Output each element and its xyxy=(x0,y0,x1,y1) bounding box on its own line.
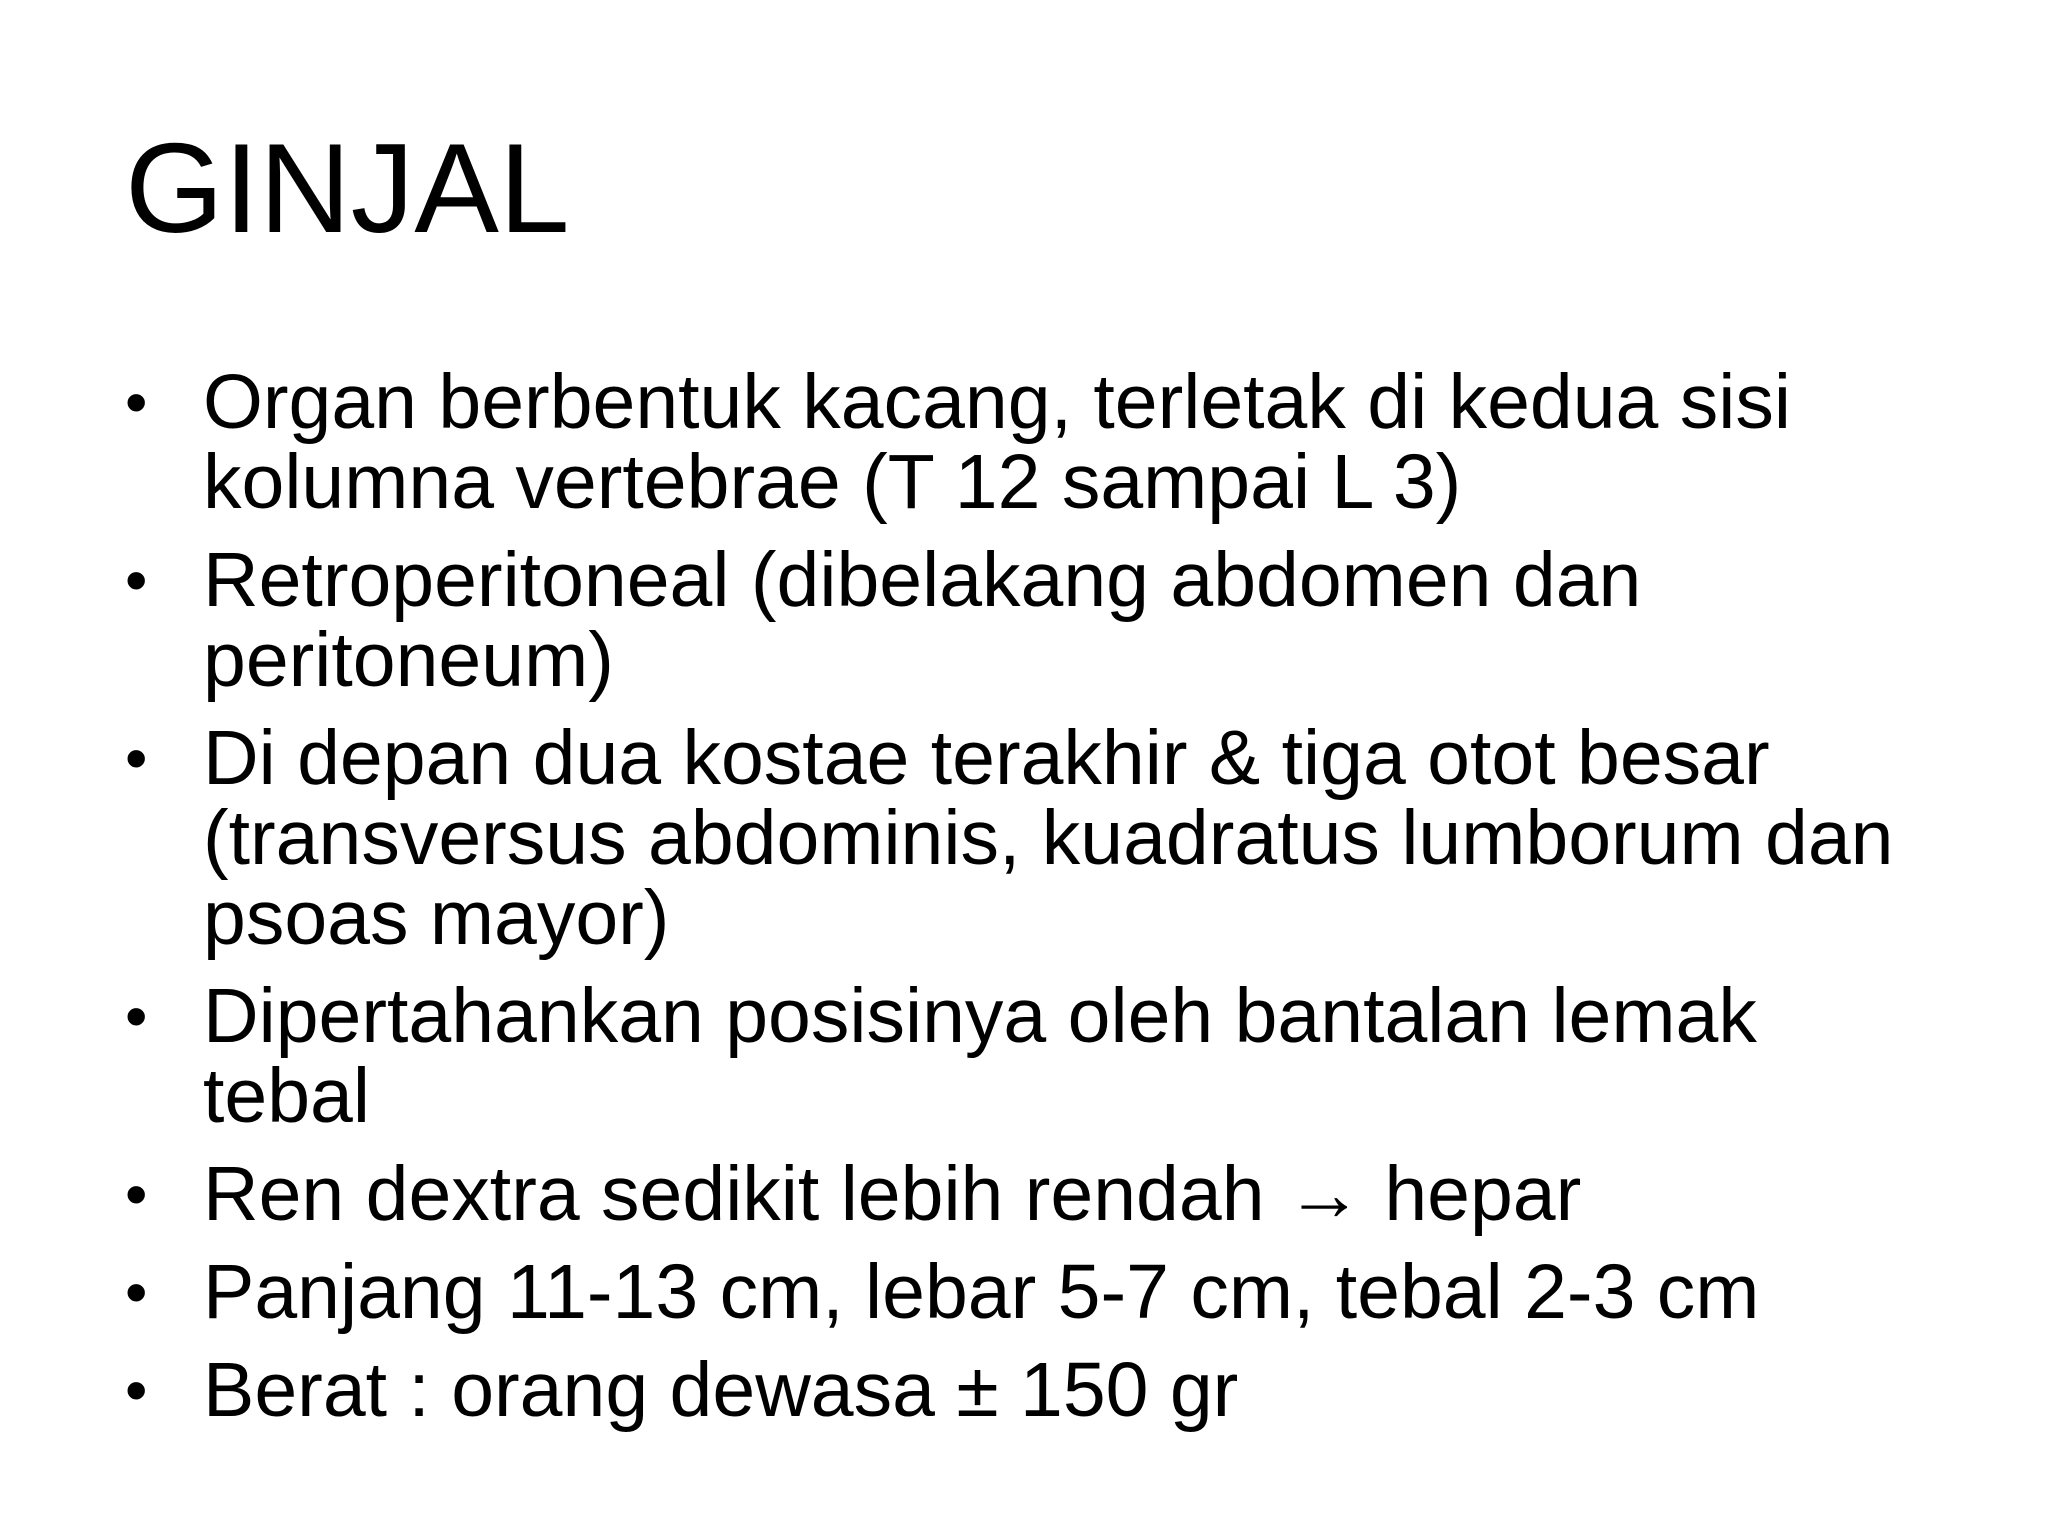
bullet-item xyxy=(125,1249,1905,1335)
bullet-text: Retroperitoneal (dibelakang abdomen dan peritoneum) xyxy=(203,537,1642,703)
bullet-dot-icon: • xyxy=(125,1354,148,1426)
bullet-dot-icon: • xyxy=(125,1158,148,1230)
bullet-item xyxy=(125,537,1905,703)
bullet-item xyxy=(125,715,1905,961)
bullet-dot-icon: • xyxy=(125,1256,148,1328)
bullet-text: Panjang 11-13 cm, lebar 5-7 cm, tebal 2-3 cm xyxy=(203,1249,1760,1335)
bullet-item xyxy=(125,1151,1905,1237)
bullet-dot-icon: • xyxy=(125,366,148,438)
bullet-list xyxy=(125,359,1905,1448)
bullet-item xyxy=(125,1347,1905,1433)
bullet-text: Dipertahankan posisinya oleh bantalan lemak tebal xyxy=(203,973,1757,1139)
bullet-dot-icon: • xyxy=(125,544,148,616)
bullet-item xyxy=(125,359,1905,525)
slide-title: GINJAL xyxy=(125,117,570,259)
bullet-item xyxy=(125,973,1905,1139)
bullet-dot-icon: • xyxy=(125,722,148,794)
bullet-text: Di depan dua kostae terakhir & tiga otot besar (transversus abdominis, kuadratus lumborum dan psoas mayor) xyxy=(203,715,1894,961)
bullet-dot-icon: • xyxy=(125,980,148,1052)
bullet-text: Ren dextra sedikit lebih rendah → hepar xyxy=(203,1151,1582,1237)
bullet-text: Berat : orang dewasa ± 150 gr xyxy=(203,1347,1239,1433)
bullet-text: Organ berbentuk kacang, terletak di kedua sisi kolumna vertebrae (T 12 sampai L 3) xyxy=(203,359,1791,525)
